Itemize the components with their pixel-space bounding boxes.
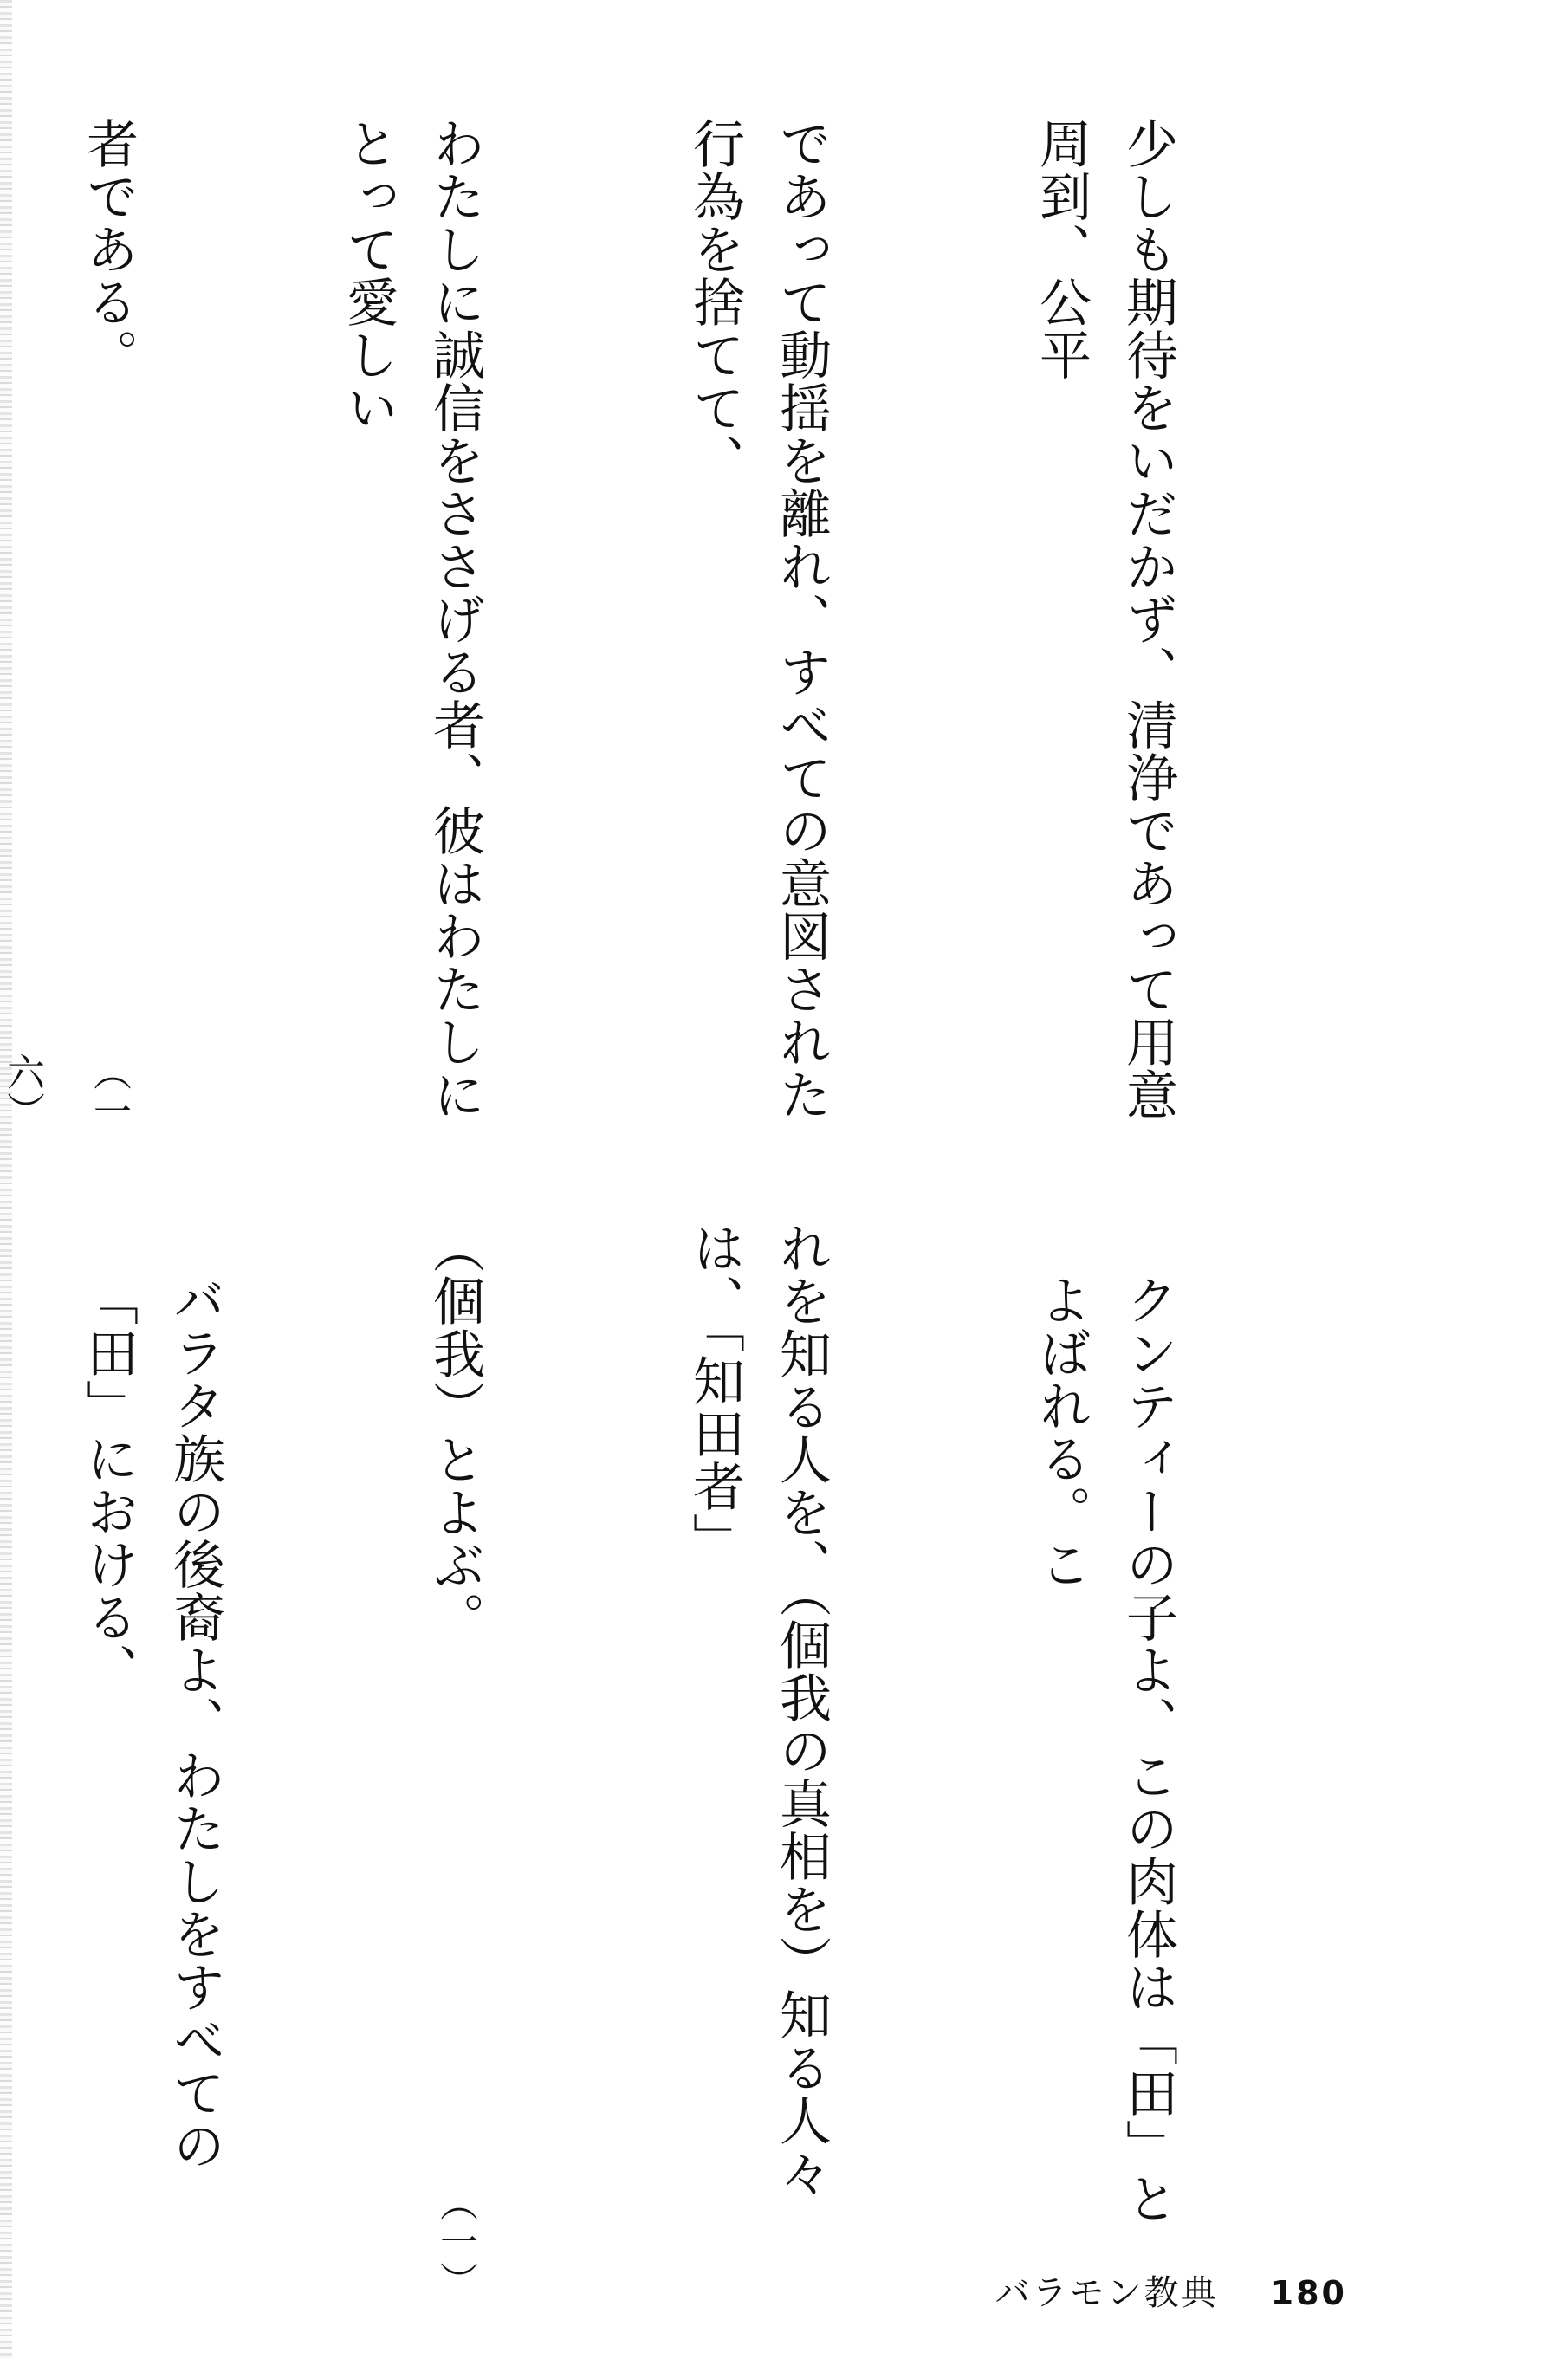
text-line: であって動揺を離れ、すべての意図された行為を捨てて、: [684, 117, 832, 1121]
text-line: [0, 117, 152, 1144]
text-line: [411, 1222, 498, 2300]
page-number: 180: [1270, 2274, 1347, 2312]
text-line-content: （個我）とよぶ。: [424, 1222, 485, 1644]
text-line: わたしに誠信をささげる者、彼はわたしにとって愛しい: [338, 117, 485, 1121]
text-line: れを知る人を、（個我の真相を）知る人々は、「知田者」: [684, 1222, 832, 2200]
verse-number: （一）: [433, 2183, 477, 2300]
text-line: 少しも期待をいだかず、清浄であって用意周到、公平: [1031, 117, 1178, 1121]
text-line: バラタ族の後裔よ、わたしをすべての「田」における、: [78, 1273, 225, 2172]
running-title: バラモン教典: [995, 2273, 1219, 2313]
verse-number: （一六）: [0, 1053, 131, 1131]
text-line: クンティーの子よ、この肉体は「田」とよばれる。こ: [1031, 1273, 1178, 2225]
text-line-content: 者である。: [78, 117, 139, 381]
upper-text-block: [0, 117, 1364, 1144]
page-footer: [995, 2265, 1347, 2315]
